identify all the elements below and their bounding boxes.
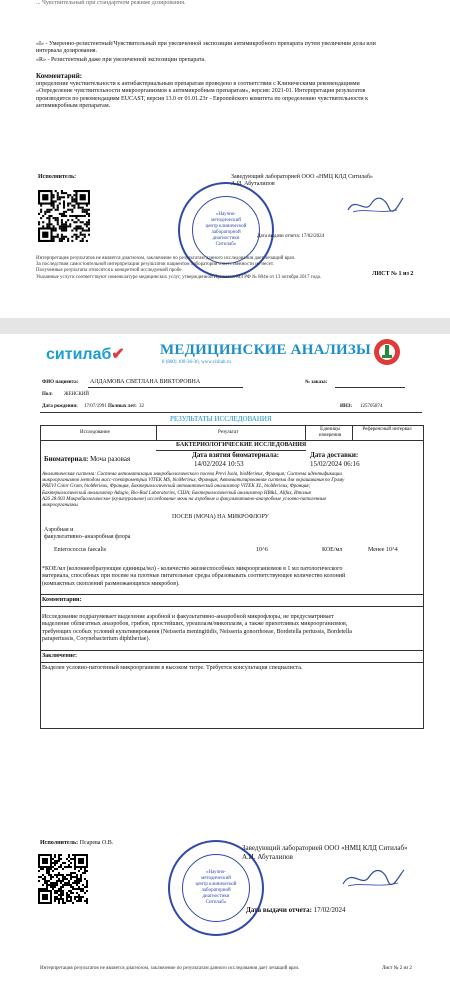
signature-icon	[345, 192, 405, 218]
cfu-note: *КОЕ/мл (колониеобразующие единицы/мл) - количество жизнеспособных микроорганизмов в 1 мл патологического материала, способных при посеве на плотные питательные среды образовывать соответствующее количество колоний (компактных скоплений размножающихся микробов).	[42, 566, 346, 587]
stamp-icon: «Научно- методический центр клинической лабораторной диагностики Ситилаб»	[178, 182, 274, 278]
results-header: РЕЗУЛЬТАТЫ ИССЛЕДОВАНИЯ	[170, 415, 272, 423]
footnote-2: Интерпретация результатов не является диагнозом, заключение по результатам данного исследования дает лечащий врач.	[40, 966, 300, 971]
comment-title: Комментарий:	[36, 72, 83, 80]
delivery-date: Дата доставки: 15/02/2024 06:16	[310, 451, 360, 468]
flora-label: Аэробная и факультативно–анаэробная флора	[44, 527, 131, 541]
conclusion-title: Заключение:	[42, 653, 77, 659]
col-result: Результат	[218, 430, 239, 435]
fio-label: ФИО пациента:	[42, 380, 79, 385]
dob-label: Дата рождения:	[42, 404, 78, 409]
comment-text: определение чувствительности к антибактериальным препаратам проведено в соответствии с Клиническими рекомендациями «Определение чувствительности микроорганизмов к антимикробным препаратам», версия: 2021-01. Интерпретация результатов производится по рекомендациям EUCAST, версия 13.0 от 01.01.23г - Европейского комитета по определению чувствительности к антимикробным препаратам.	[36, 81, 369, 110]
legend-line-2: «R» - Резистентный даже при увеличенной экспозиции препарата.	[36, 57, 206, 63]
contacts: 8 (800) 100-36-36, www.citilab.ru	[162, 360, 231, 365]
test-name: ПОСЕВ (МОЧА) НА МИКРОФЛОРУ	[172, 514, 269, 520]
conclusion-text: Выделен условно-патогенный микроорганизм в высоком титре. Требуется консультация специалиста.	[42, 665, 303, 671]
page-gap	[0, 318, 450, 334]
age-value: 32	[139, 404, 144, 409]
take-date: Дата взятия биоматериала: 14/02/2024 10:53	[192, 451, 280, 468]
qr-code-icon	[38, 854, 88, 904]
inz-value: 125705874	[360, 404, 383, 409]
issue-date: Дата выдачи отчета: 17/02/2024	[257, 234, 325, 239]
dob-value: 17/07/1991	[84, 404, 107, 409]
head-of-lab-2: Заведующий лабораторией ООО «НМЦ КЛД Ситилаб» А.И. Абуталипов	[242, 844, 408, 861]
result-ref: Менее 10^4	[368, 547, 398, 553]
col-ref: Референсный интервал	[362, 427, 412, 432]
sheet-number-2: Лист № 2 из 2	[382, 966, 412, 971]
qr-code-icon	[38, 190, 90, 242]
comments-title: Комментарии:	[42, 597, 82, 603]
col-units: Единицы измерения	[318, 427, 342, 439]
report-page-1	[0, 0, 450, 318]
result-unit: КОЕ/мл	[322, 547, 343, 553]
executor-label: Исполнитель:	[38, 174, 77, 180]
signature-icon	[340, 864, 406, 892]
legend-line-0: ... Чувствительный при стандартном режиме дозирования.	[36, 0, 186, 6]
sheet-number: ЛИСТ № 1 из 2	[372, 271, 414, 277]
order-label: № заказа:	[305, 380, 328, 385]
comments-text: Исследование подразумевает выделение аэробной и факультативно-анаэробной микрофлоры, не предусматривает выделение облигатных анаэробов, грибов, простейших, уреаплазм/микоплазм, а также прихотливых микроорганизмов, требующих особых условий культивирования (Neisseria meningitidis, Neisseria gonorrhoeae, Bordetella pertussis, Bordetella parapertussis, Corynebacterium diphtheriae).	[42, 614, 352, 643]
issue-date-2: Дата выдачи отчета: 17/02/2024	[246, 906, 346, 914]
inz-label: ИНЗ:	[340, 404, 353, 409]
report-page-2	[0, 334, 450, 1000]
microscope-icon	[374, 339, 400, 365]
page-title: МЕДИЦИНСКИЕ АНАЛИЗЫ	[160, 342, 371, 358]
legend-line-1: «I» - Умеренно-резистентный/Чувствительный при увеличенной экспозиции антимикробного препарата путем увеличения дозы или интервала дозирования.	[36, 41, 376, 55]
footnotes: Интерпретация результатов не является диагнозом, заключение по результатам данного исследования дает лечащий врач. За последствия самостоятельной интерпретации результатов пациентом лаборатория ответственности не несет. Полученные результаты относятся к конкретной исследуемой пробе. Указанные услуги соответствуют номенклатуре медицинских услуг, утвержденной Приказом МЗ РФ № 804н от 13 октября 2017 года.	[36, 256, 322, 280]
executor: Исполнитель: Псарева О.В.	[40, 840, 114, 846]
biomaterial: Биоматериал: Моча разовая	[44, 455, 131, 463]
age-label: Полных лет:	[108, 404, 137, 409]
section-title: БАКТЕРИОЛОГИЧЕСКИЕ ИССЛЕДОВАНИЯ	[176, 442, 307, 448]
sex-value: ЖЕНСКИЙ	[64, 392, 90, 397]
head-of-lab: Заведующий лабораторией ООО «НМЦ КЛД Ситилаб» А.И. Абуталипов	[231, 174, 373, 188]
stamp-icon: «Научно- методический центр клинической лабораторной диагностики Ситилаб»	[168, 840, 264, 936]
citilab-logo-icon: ситилаб✔	[46, 346, 125, 363]
sex-label: Пол:	[42, 392, 53, 397]
result-value: 10^6	[256, 547, 268, 553]
col-study: Исследование	[80, 430, 110, 435]
methods: Аналитическая система: Система автоматизации микробиологического посева Previ Isola, bioMerieux, Франция; Система идентификации микроорганизмов методом масс-спектрометрии VITEK MS, bioMerieux, Франция; Автоматизированная система для окрашивания по Граму PREVI Color Gram, bioMerieux, Франция, Бактериологический автоматический анализатор VITEK XL, bioMerieux, Франция; Бактериологический анализатор Adagio, Bio-Rad Laboratories, США; Бактериологический анализатор HB&L, Alifax, Италия A26 28.003 Микробиологическое (культуральное) исследование мочи на аэробные и факультативно-анаэробные условно-патогенные микроорганизмы	[42, 472, 345, 509]
patient-name: АЛДАМОВА СВЕТЛАНА ВИКТОРОВНА	[90, 379, 201, 385]
organism: Enterococcus faecalis	[54, 547, 107, 553]
